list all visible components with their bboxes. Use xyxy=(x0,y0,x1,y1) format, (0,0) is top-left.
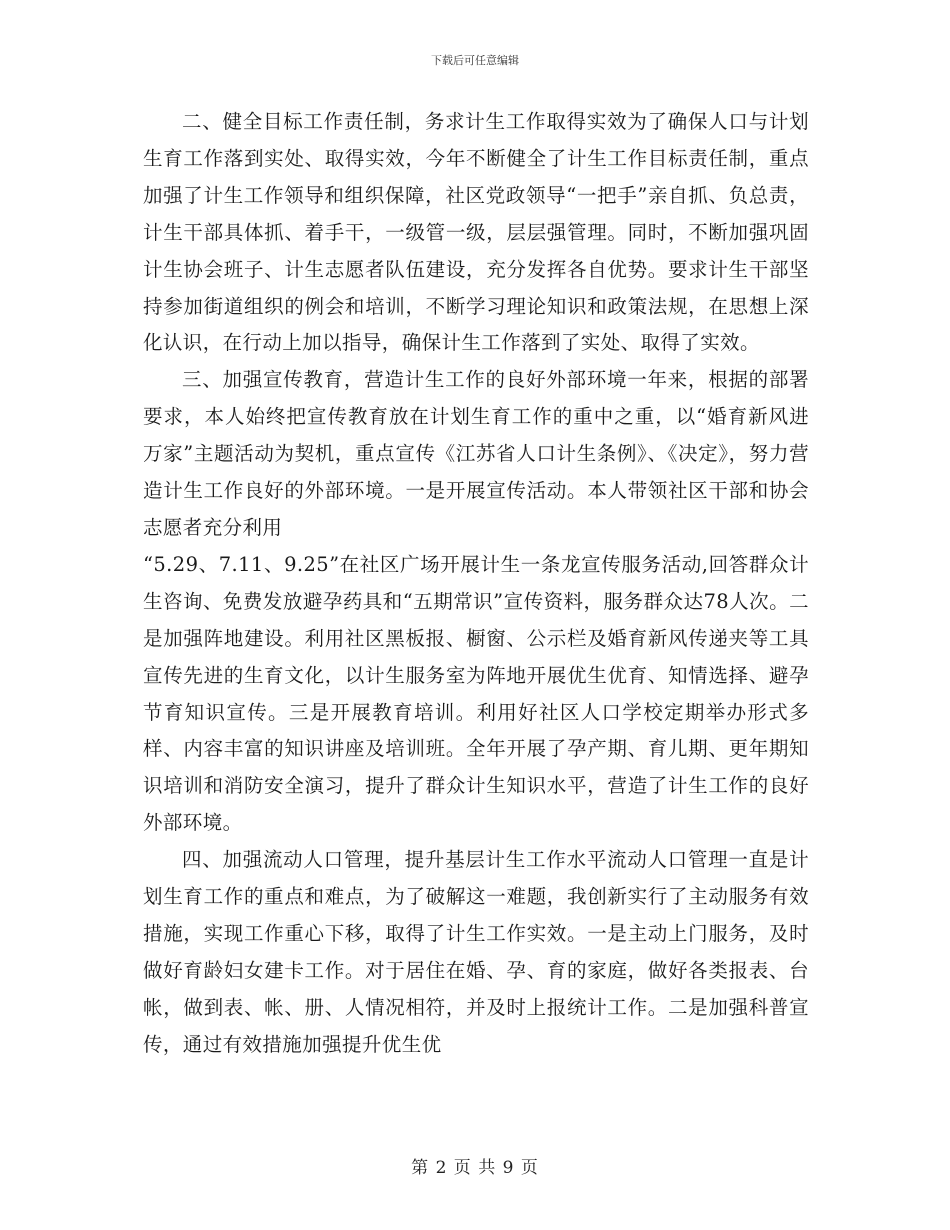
paragraph-publicity-activities: “5.29、7.11、9.25”在社区广场开展计生一条龙宣传服务活动,回答群众计生咨询、免费发放避孕药具和“五期常识”宣传资料，服务群众达78人次。二是加强阵地建设。利用社区黑板报、橱窗、公示栏及婚育新风传递夹等工具宣传先进的生育文化，以计生服务室为阵地开展优生优育、知情选择、避孕节育知识宣传。三是开展教育培训。利用好社区人口学校定期举办形式多样、内容丰富的知识讲座及培训班。全年开展了孕产期、育儿期、更年期知识培训和消防安全演习，提升了群众计生知识水平，营造了计生工作的良好外部环境。 xyxy=(143,552,809,835)
document-body xyxy=(143,104,809,1064)
paragraph-publicity-education: 三、加强宣传教育，营造计生工作的良好外部环境一年来，根据的部署要求，本人始终把宣传教育放在计划生育工作的重中之重，以“婚育新风进万家”主题活动为契机，重点宣传《江苏省人口计生条例》、《决定》，努力营造计生工作良好的外部环境。一是开展宣传活动。本人带领社区干部和协会志愿者充分利用 xyxy=(143,368,809,539)
page-header: 下载后可任意编辑 xyxy=(431,54,519,67)
paragraph-floating-population: 四、加强流动人口管理，提升基层计生工作水平流动人口管理一直是计划生育工作的重点和难点，为了破解这一难题，我创新实行了主动服务有效措施，实现工作重心下移，取得了计生工作实效。一是主动上门服务，及时做好育龄妇女建卡工作。对于居住在婚、孕、育的家庭，做好各类报表、台帐，做到表、帐、册、人情况相符，并及时上报统计工作。二是加强科普宣传，通过有效措施加强提升优生优 xyxy=(143,848,809,1056)
paragraph-target-responsibility: 二、健全目标工作责任制，务求计生工作取得实效为了确保人口与计划生育工作落到实处、取得实效，今年不断健全了计生工作目标责任制，重点加强了计生工作领导和组织保障，社区党政领导“一把手”亲自抓、负总责，计生干部具体抓、着手干，一级管一级，层层强管理。同时，不断加强巩固计生协会班子、计生志愿者队伍建设，充分发挥各自优势。要求计生干部坚持参加街道组织的例会和培训，不断学习理论知识和政策法规，在思想上深化认识，在行动上加以指导，确保计生工作落到了实处、取得了实效。 xyxy=(143,110,809,355)
page-footer: 第 2 页 共 9 页 xyxy=(411,1158,539,1178)
